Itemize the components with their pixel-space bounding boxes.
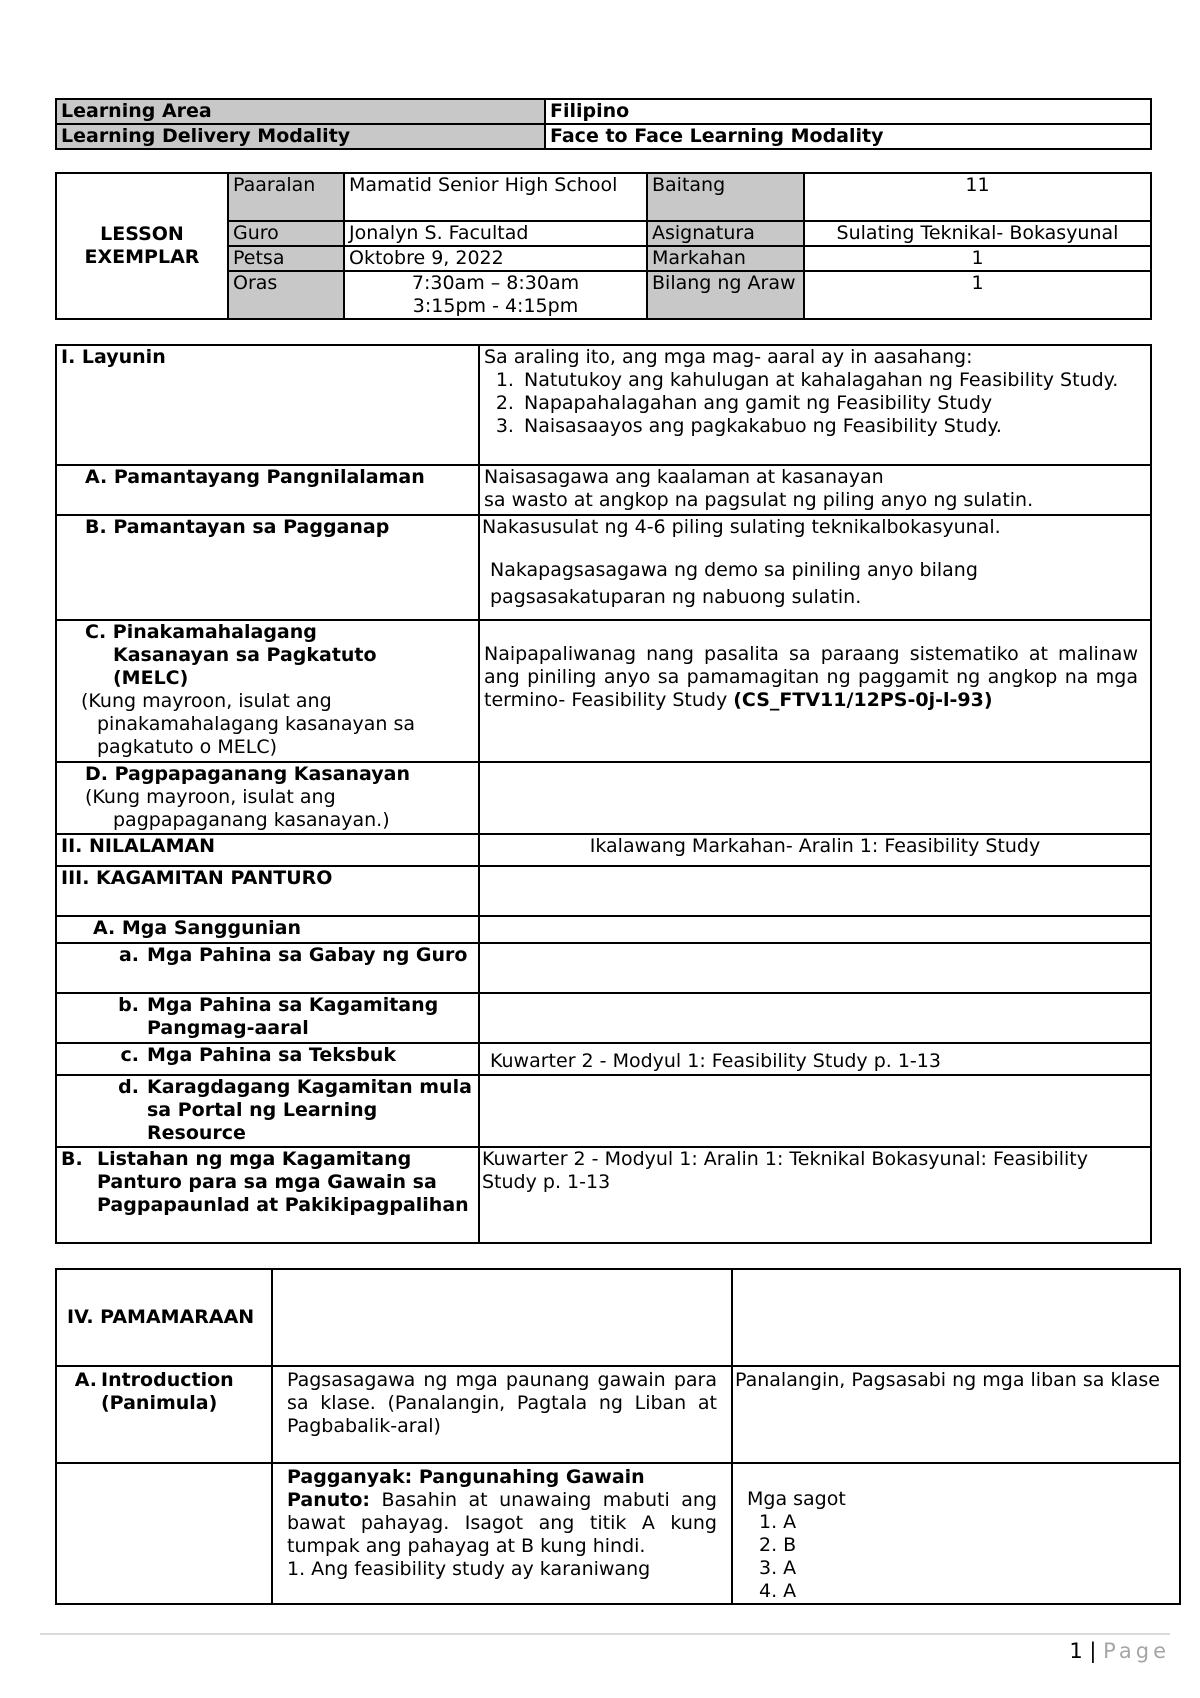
pangnilalaman-content <box>479 465 1151 515</box>
pangnilalaman-line-1: Naisasagawa ang kaalaman at kasanayan <box>484 466 884 488</box>
melc-note-line-3: pagkatuto o MELC) <box>97 736 278 758</box>
guro-label: Guro <box>228 221 344 246</box>
exemplar-table <box>55 172 1152 320</box>
layunin-intro: Sa araling ito, ang mga mag- aaral ay in aasahang: <box>484 346 973 368</box>
markahan-label: Markahan <box>647 246 804 271</box>
melc-code: (CS_FTV11/12PS-0j-l-93) <box>733 689 993 711</box>
sanggunian-content <box>479 916 1151 943</box>
modality-value: Face to Face Learning Modality <box>545 124 1151 149</box>
pamamaraan-header-empty-1 <box>272 1269 732 1366</box>
lesson-exemplar-title <box>56 173 228 319</box>
intro-marker: A. <box>74 1369 97 1391</box>
pagganap-line-1: Nakasusulat ng 4-6 piling sulating teknikalbokasyunal. <box>482 516 1001 538</box>
listahan-text: Listahan ng mga Kagamitang Panturo para sa mga Gawain sa Pagpapaunlad at Pakikipagpalihan <box>97 1148 469 1216</box>
asignatura-value: Sulating Teknikal- Bokasyunal <box>804 221 1151 246</box>
melc-label-line-1: C. Pinakamahalagang <box>85 621 317 643</box>
sanggunian-label: A. Mga Sanggunian <box>56 916 479 943</box>
paaralan-label: Paaralan <box>228 173 344 221</box>
gabay-label <box>56 943 479 993</box>
bilang-value: 1 <box>804 271 1151 319</box>
pagganap-content <box>479 515 1151 620</box>
learning-area-value: Filipino <box>545 99 1151 124</box>
sagot-item-2: 2. B <box>759 1534 797 1556</box>
page-footer <box>1069 1640 1170 1663</box>
melc-content <box>479 620 1151 762</box>
intro-answer: Panalangin, Pagsasabi ng mga liban sa klase <box>732 1366 1180 1463</box>
melc-note-line-1: (Kung mayroon, isulat ang <box>81 690 332 712</box>
layunin-item-1: 1. Natutukoy ang kahulugan at kahalagahan ng Feasibility Study. <box>520 369 1146 392</box>
baitang-label: Baitang <box>647 173 804 221</box>
sagot-item-3: 3. A <box>759 1557 797 1579</box>
gabay-text: Mga Pahina sa Gabay ng Guro <box>147 944 468 966</box>
teksbuk-value: Kuwarter 2 - Modyul 1: Feasibility Study p. 1-13 <box>479 1043 1151 1075</box>
kagamitang-content <box>479 993 1151 1043</box>
pamamaraan-table <box>55 1268 1181 1605</box>
teksbuk-text: Mga Pahina sa Teksbuk <box>147 1044 396 1066</box>
melc-text: Naipapaliwanag nang pasalita sa paraang sistematiko at malinaw ang piniling anyo sa pamamagitan ng paggamit ng angkop na mga termino- Feasibility Study <box>484 643 1138 711</box>
guro-value: Jonalyn S. Facultad <box>344 221 647 246</box>
oras-afternoon: 3:15pm - 4:15pm <box>412 295 579 317</box>
asignatura-label: Asignatura <box>647 221 804 246</box>
layunin-label: I. Layunin <box>56 345 479 465</box>
pagganyak-title: Pagganyak: Pangunahing Gawain <box>287 1466 645 1488</box>
pagganyak-item-1: 1. Ang feasibility study ay karaniwang <box>287 1558 651 1580</box>
pangnilalaman-label: A. Pamantayang Pangnilalaman <box>56 465 479 515</box>
intro-activity: Pagsasagawa ng mga paunang gawain para sa klase. (Panalangin, Pagtala ng Liban at Pagbabalik-aral) <box>272 1366 732 1463</box>
kagamitan-label: III. KAGAMITAN PANTURO <box>56 866 479 916</box>
header-table <box>55 98 1152 150</box>
teksbuk-marker: c. <box>120 1044 139 1066</box>
listahan-marker: B. <box>61 1148 83 1170</box>
kagamitang-label <box>56 993 479 1043</box>
title-line-1: LESSON <box>100 223 184 245</box>
page-word: Page <box>1103 1639 1170 1663</box>
pagganap-line-2: Nakapagsasagawa ng demo sa piniling anyo bilang pagsasakatuparan ng nabuong sulatin. <box>490 559 978 608</box>
markahan-value: 1 <box>804 246 1151 271</box>
footer-divider <box>40 1633 1170 1635</box>
title-line-2: EXEMPLAR <box>84 246 200 268</box>
kagamitang-text: Mga Pahina sa Kagamitang Pangmag-aaral <box>147 994 439 1039</box>
portal-text: Karagdagang Kagamitan mula sa Portal ng Learning Resource <box>147 1076 472 1144</box>
paaralan-value: Mamatid Senior High School <box>344 173 647 221</box>
petsa-value: Oktobre 9, 2022 <box>344 246 647 271</box>
page-number: 1 <box>1069 1639 1083 1663</box>
pamamaraan-header-empty-2 <box>732 1269 1180 1366</box>
oras-value <box>344 271 647 319</box>
listahan-label <box>56 1147 479 1243</box>
gabay-content <box>479 943 1151 993</box>
panuto-text: Basahin at unawaing mabuti ang bawat pahayag. Isagot ang titik A kung tumpak ang pahayag at B kung hindi. <box>287 1489 717 1557</box>
nilalaman-value: Ikalawang Markahan- Aralin 1: Feasibility Study <box>479 834 1151 866</box>
intro-label <box>56 1366 272 1463</box>
sagot-item-4: 4. A <box>759 1580 797 1602</box>
pagpapaganang-content <box>479 762 1151 834</box>
pagganap-label: B. Pamantayan sa Pagganap <box>56 515 479 620</box>
page-separator: | <box>1082 1639 1104 1663</box>
pagganyak-content <box>272 1463 732 1604</box>
intro-text: Introduction (Panimula) <box>101 1369 234 1414</box>
pamamaraan-title: IV. PAMAMARAAN <box>56 1269 272 1366</box>
oras-morning: 7:30am – 8:30am <box>411 272 580 294</box>
melc-note-line-2: pinakamahalagang kasanayan sa <box>97 713 415 735</box>
pagpapaganang-note-2: pagpapaganang kasanayan.) <box>113 809 390 831</box>
modality-label: Learning Delivery Modality <box>56 124 545 149</box>
sagot-list <box>747 1511 1165 1603</box>
panuto-label: Panuto: <box>287 1489 371 1511</box>
melc-label-line-2: Kasanayan sa Pagkatuto <box>113 644 377 666</box>
layunin-list <box>484 369 1146 438</box>
pagpapaganang-label <box>56 762 479 834</box>
baitang-value: 11 <box>804 173 1151 221</box>
bilang-label: Bilang ng Araw <box>647 271 804 319</box>
listahan-value: Kuwarter 2 - Modyul 1: Aralin 1: Teknikal Bokasyunal: Feasibility Study p. 1-13 <box>479 1147 1151 1243</box>
portal-content <box>479 1075 1151 1147</box>
pagpapaganang-note-1: (Kung mayroon, isulat ang <box>85 786 336 808</box>
layunin-item-3: 3. Naisasaayos ang pagkakabuo ng Feasibility Study. <box>520 415 1146 438</box>
pangnilalaman-line-2: sa wasto at angkop na pagsulat ng piling anyo ng sulatin. <box>484 489 1034 511</box>
layunin-content <box>479 345 1151 465</box>
portal-marker: d. <box>118 1076 139 1098</box>
portal-label <box>56 1075 479 1147</box>
oras-label: Oras <box>228 271 344 319</box>
petsa-label: Petsa <box>228 246 344 271</box>
sagot-item-1: 1. A <box>759 1511 797 1533</box>
plan-table <box>55 344 1152 1244</box>
pagpapaganang-title: D. Pagpapaganang Kasanayan <box>85 763 410 785</box>
nilalaman-label: II. NILALAMAN <box>56 834 479 866</box>
kagamitan-content <box>479 866 1151 916</box>
learning-area-label: Learning Area <box>56 99 545 124</box>
melc-label <box>56 620 479 762</box>
sagot-content <box>732 1463 1180 1604</box>
melc-label-line-3: (MELC) <box>113 667 189 689</box>
teksbuk-label <box>56 1043 479 1075</box>
layunin-item-2: 2. Napapahalagahan ang gamit ng Feasibility Study <box>520 392 1146 415</box>
gabay-marker: a. <box>118 944 139 966</box>
sagot-label: Mga sagot <box>747 1488 846 1510</box>
kagamitang-marker: b. <box>118 994 139 1016</box>
pagganyak-label-empty <box>56 1463 272 1604</box>
